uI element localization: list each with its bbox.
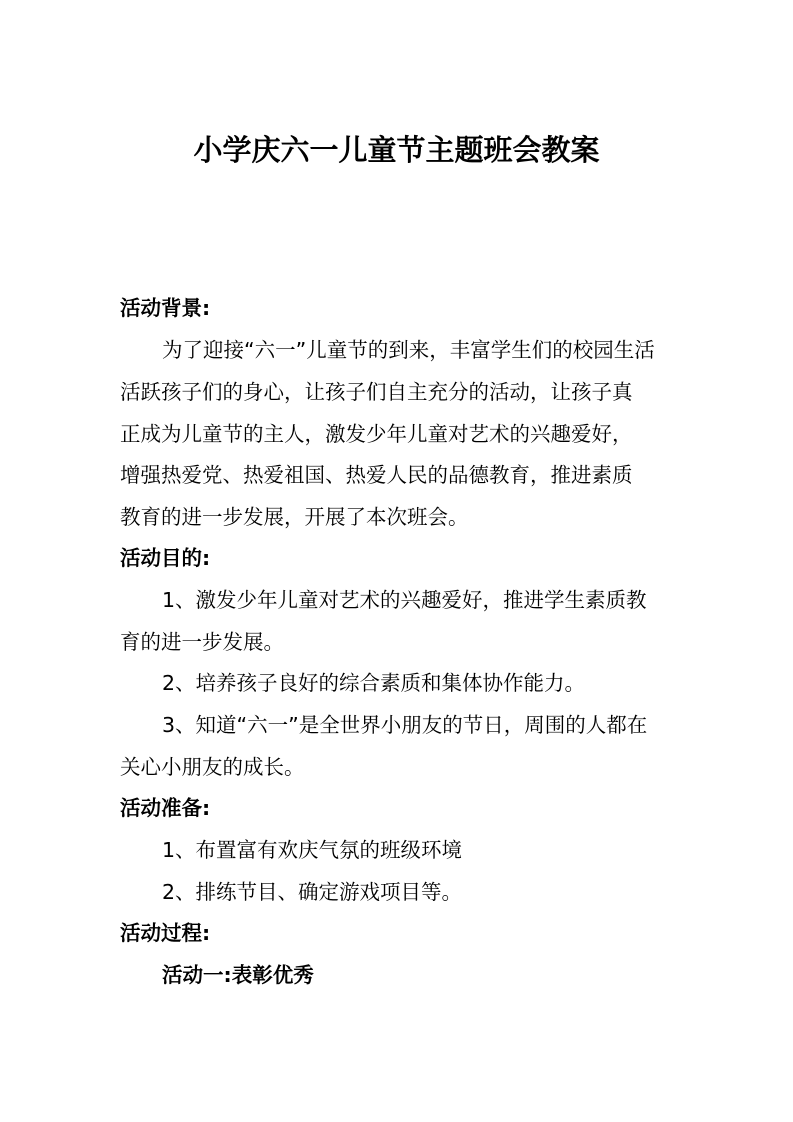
list-item-line: 2、培养孩子良好的综合素质和集体协作能力。 — [162, 671, 586, 695]
list-item-line: 2、排练节目、确定游戏项目等。 — [162, 880, 463, 904]
section-heading-process: 活动过程: — [120, 921, 211, 945]
list-item-line: 3、知道“六一”是全世界小朋友的节日，周围的人都在 — [162, 713, 648, 737]
section-heading-preparation: 活动准备: — [120, 796, 211, 820]
list-item-line: 1、布置富有欢庆气氛的班级环境 — [162, 838, 463, 862]
paragraph-line: 增强热爱党、热爱祖国、热爱人民的品德教育，推进素质 — [120, 463, 633, 487]
paragraph-line: 为了迎接“六一”儿童节的到来，丰富学生们的校园生活 — [162, 338, 655, 362]
list-item-line: 1、激发少年儿童对艺术的兴趣爱好，推进学生素质教 — [162, 588, 647, 612]
sub-heading-activity-one: 活动一:表彰优秀 — [162, 963, 314, 987]
list-item-line: 育的进一步发展。 — [120, 630, 284, 654]
paragraph-line: 活跃孩子们的身心，让孩子们自主充分的活动，让孩子真 — [120, 380, 633, 404]
section-heading-background: 活动背景: — [120, 296, 211, 320]
document-title: 小学庆六一儿童节主题班会教案 — [193, 133, 600, 167]
section-heading-goals: 活动目的: — [120, 546, 211, 570]
paragraph-line: 正成为儿童节的主人，激发少年儿童对艺术的兴趣爱好， — [120, 422, 633, 446]
list-item-line: 关心小朋友的成长。 — [120, 755, 305, 779]
paragraph-line: 教育的进一步发展，开展了本次班会。 — [120, 505, 469, 529]
